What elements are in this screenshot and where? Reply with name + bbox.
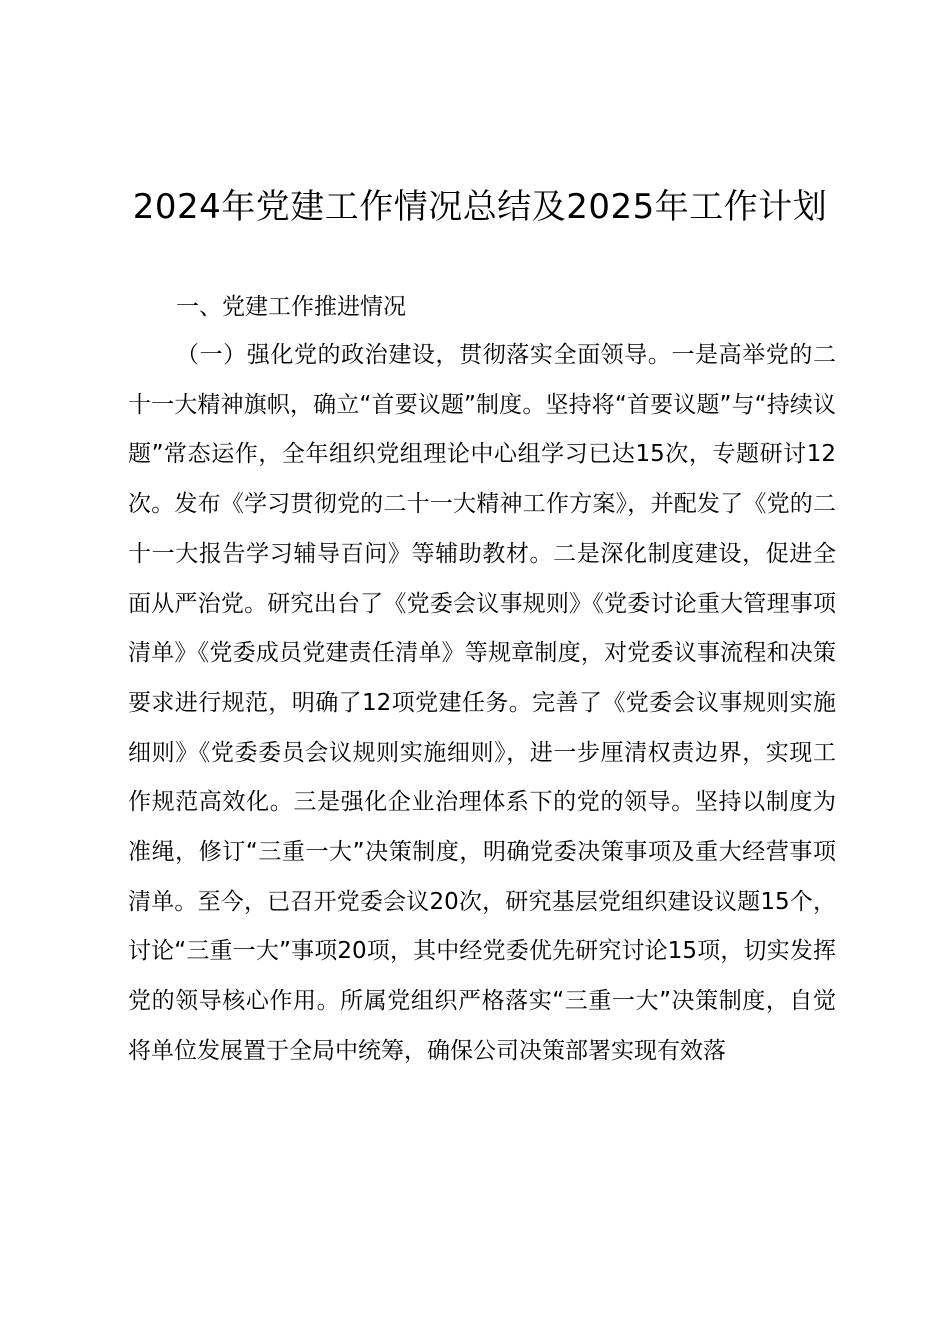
section-heading: 一、党建工作推进情况 xyxy=(176,294,406,320)
document-title: 2024年党建工作情况总结及2025年工作计划 xyxy=(132,187,828,227)
body-paragraph: （一）强化党的政治建设，贯彻落实全面领导。一是高举党的二十一大精神旗帜，确立“首要议题”制度。坚持将“首要议题”与“持续议题”常态运作，全年组织党组理论中心组学习已达15次，专题研讨12次。发布《学习贯彻党的二十一大精神工作方案》，并配发了《党的二十一大报告学习辅导百问》等辅助教材。二是深化制度建设，促进全面从严治党。研究出台了《党委会议事规则》《党委讨论重大管理事项清单》《党委成员党建责任清单》等规章制度，对党委议事流程和决策要求进行规范，明确了12项党建任务。完善了《党委会议事规则实施细则》《党委委员会议规则实施细则》，进一步厘清权责边界，实现工作规范高效化。三是强化企业治理体系下的党的领导。坚持以制度为准绳，修订“三重一大”决策制度，明确党委决策事项及重大经营事项清单。至今，已召开党委会议20次，研究基层党组织建设议题15个，讨论“三重一大”事项20项，其中经党委优先研究讨论15项，切实发挥党的领导核心作用。所属党组织严格落实“三重一大”决策制度，自觉将单位发展置于全局中统筹，确保公司决策部署实现有效落 xyxy=(128,342,836,1064)
